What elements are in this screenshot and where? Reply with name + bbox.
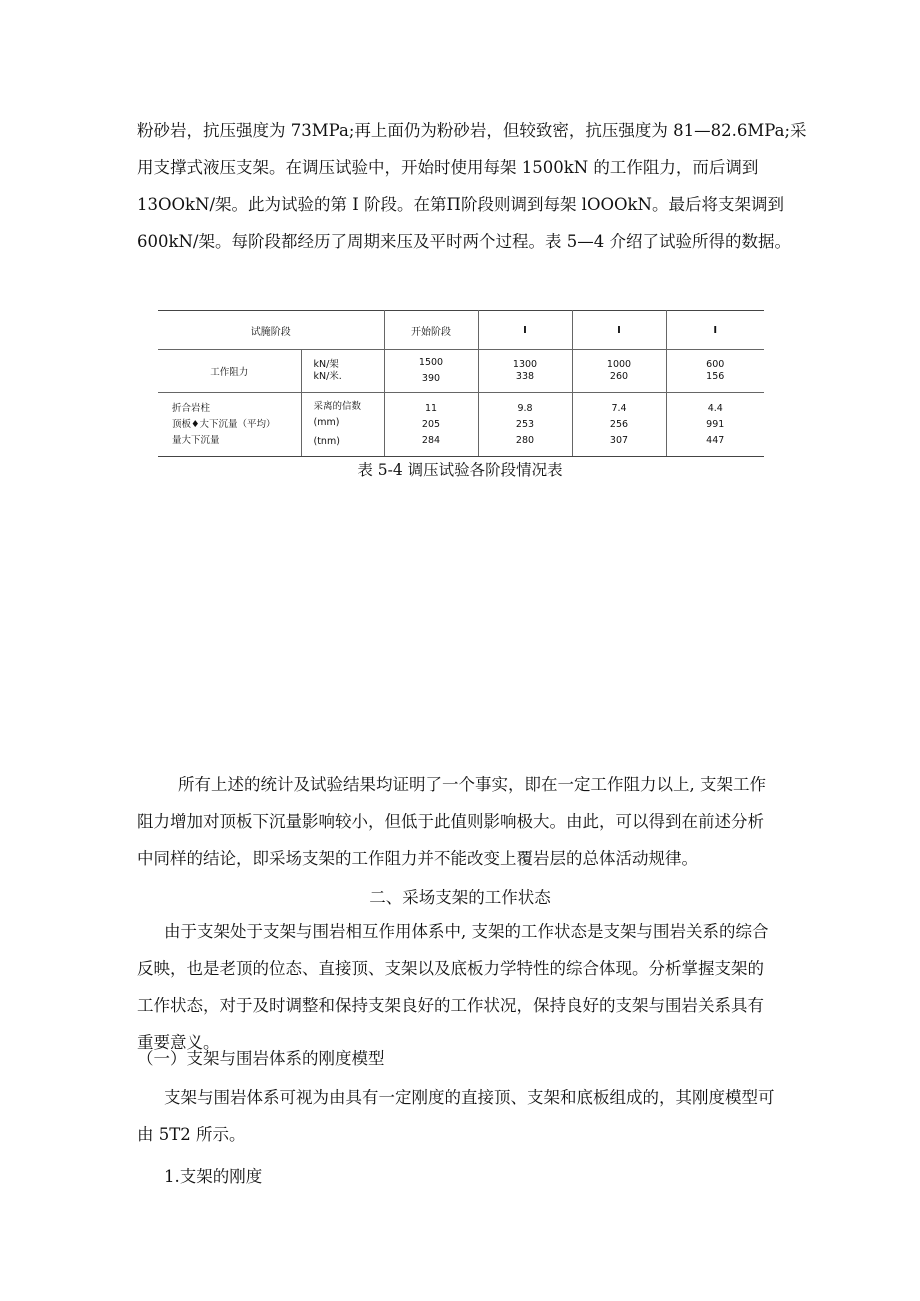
cell-value: 1300 — [512, 359, 538, 370]
cell-value: 253 — [515, 418, 535, 430]
label-max-subsidence: 量大下沉量 — [172, 434, 220, 446]
cell-value: 1500 — [418, 357, 444, 368]
header-stage-label: 试腌阶段 — [158, 311, 384, 350]
text-line: 600kN/架。每阶段都经历了周期来压及平时两个过程。表 5—4 介绍了试验所得的数据。 — [137, 232, 791, 251]
conclusion-paragraph — [137, 766, 787, 877]
cell-value: 256 — [609, 418, 629, 430]
table-cell — [478, 393, 572, 457]
resistance-label: 工作阻力 — [158, 350, 301, 393]
unit-tnm: (tnm) — [313, 436, 340, 447]
cell-value: 390 — [421, 373, 441, 384]
table-cell — [384, 393, 478, 457]
header-stage-2: I — [572, 311, 666, 350]
label-avg-subsidence: 顶板♦大下沉量（平均） — [172, 418, 276, 430]
table-header-row — [158, 311, 764, 350]
text-line: 重要意义。 — [137, 1033, 220, 1052]
text-line: 支架与围岩体系可视为由具有一定刚度的直接顶、支架和底板组成的，其刚度模型可 — [164, 1088, 775, 1107]
table-cell — [478, 350, 572, 393]
cell-value: 600 — [706, 359, 725, 370]
cell-value: 447 — [706, 434, 725, 446]
text-line: 工作状态，对于及时调整和保持支架良好的工作状况，保持良好的支架与围岩关系具有 — [137, 996, 764, 1015]
section-heading: 二、采场支架的工作状态 — [369, 888, 551, 907]
text-line: 反映，也是老顶的位态、直接顶、支架以及底板力学特性的综合体现。分析掌握支架的 — [137, 959, 764, 978]
table-caption: 表 5-4 调压试验各阶段情况表 — [357, 461, 563, 479]
item-heading: 1.支架的刚度 — [164, 1167, 263, 1186]
cell-value: 205 — [421, 418, 441, 430]
cell-value: 9.8 — [517, 402, 533, 414]
cell-value: 7.4 — [611, 402, 627, 414]
table-cell — [572, 350, 666, 393]
pressure-test-table — [158, 310, 764, 457]
cell-value: 156 — [706, 371, 725, 382]
cell-value: 280 — [515, 434, 535, 446]
table-row-resistance — [158, 350, 764, 393]
cell-value: 260 — [609, 371, 629, 382]
table-cell — [384, 350, 478, 393]
table-cell — [666, 350, 764, 393]
cell-value: 4.4 — [707, 402, 723, 414]
intro-paragraph — [137, 112, 807, 260]
unit-multiple: 采离的信数 — [313, 401, 362, 412]
unit-mm: (mm) — [313, 417, 340, 428]
label-rock-column: 折合岩柱 — [172, 402, 211, 414]
table-cell — [666, 393, 764, 457]
text-line: 中同样的结论，即采场支架的工作阻力并不能改变上覆岩层的总体活动规律。 — [137, 849, 698, 868]
model-paragraph — [137, 1079, 787, 1153]
text-line: 用支撑式液压支架。在调压试验中，开始时使用每架 1500kN 的工作阻力，而后调到 — [137, 158, 759, 177]
cell-value: 284 — [421, 434, 441, 446]
unit-per-meter: kN/米. — [313, 371, 342, 382]
cell-value: 991 — [706, 418, 725, 430]
text-line: 由于支架处于支架与围岩相互作用体系中, 支架的工作状态是支架与围岩关系的综合 — [164, 922, 769, 941]
cell-value: 307 — [609, 434, 629, 446]
text-line: 粉砂岩，抗压强度为 73MPa;再上面仍为粉砂岩，但较致密，抗压强度为 81—82.6MPa;采 — [137, 121, 807, 140]
header-initial-stage: 开始阶段 — [384, 311, 478, 350]
unit-per-support: kN/架 — [313, 359, 339, 370]
table-cell — [572, 393, 666, 457]
cell-value: 338 — [515, 371, 535, 382]
text-line: 由 5T2 所示。 — [137, 1125, 246, 1144]
subsidence-units — [301, 393, 384, 457]
table-row-subsidence — [158, 393, 764, 457]
header-stage-3: I — [666, 311, 764, 350]
subheading: （一）支架与围岩体系的刚度模型 — [137, 1049, 385, 1068]
cell-value: 1000 — [606, 359, 632, 370]
resistance-units — [301, 350, 384, 393]
text-line: 阻力增加对顶板下沉量影响较小，但低于此值则影响极大。由此，可以得到在前述分析 — [137, 812, 764, 831]
text-line: 所有上述的统计及试验结果均证明了一个事实，即在一定工作阻力以上, 支架工作 — [178, 775, 766, 794]
state-paragraph — [137, 913, 787, 1061]
header-stage-1: I — [478, 311, 572, 350]
subsidence-labels — [158, 393, 301, 457]
text-line: 13OOkN/架。此为试验的第 I 阶段。在第Π阶段则调到每架 lOOOkN。最后将支架调到 — [137, 195, 784, 214]
cell-value: 11 — [424, 402, 438, 414]
